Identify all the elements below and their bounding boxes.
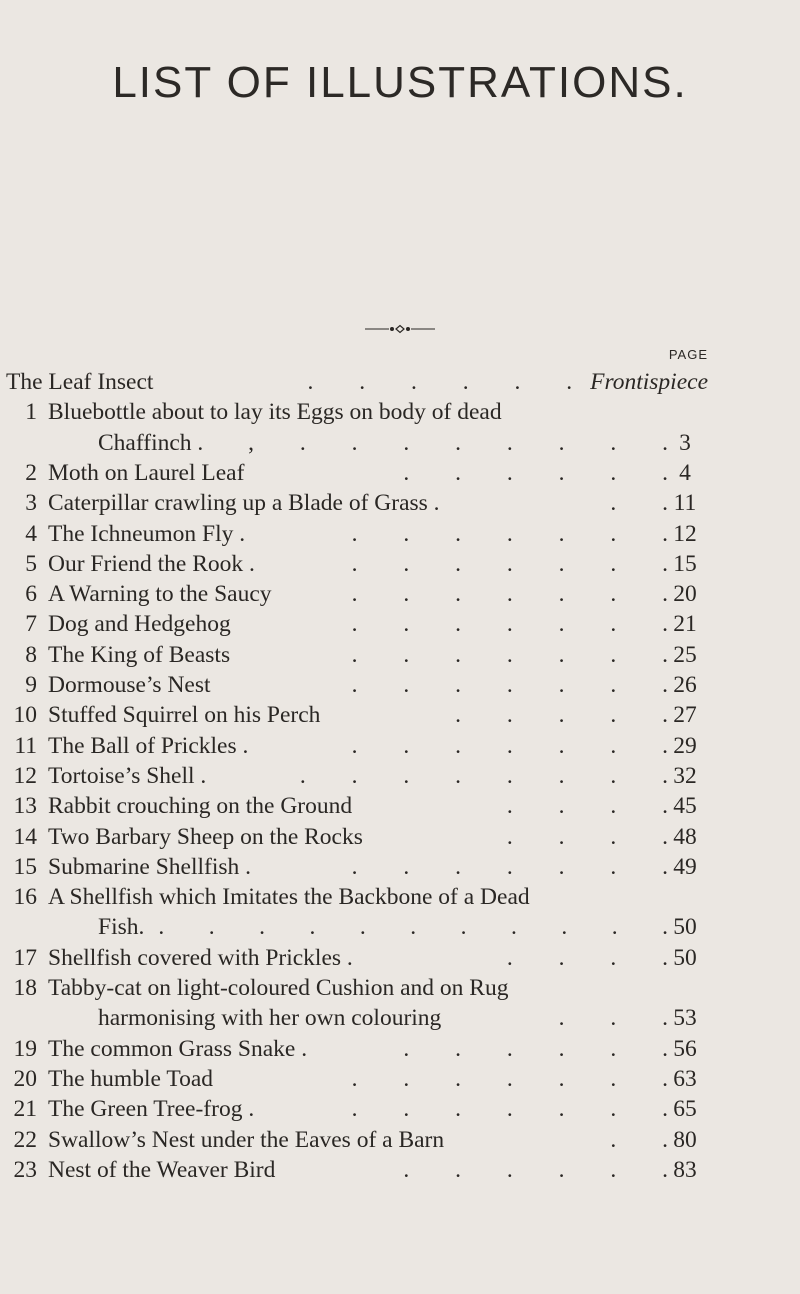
page-title: LIST OF ILLUSTRATIONS.: [112, 58, 688, 107]
item-number: 22: [13, 1126, 37, 1153]
item-number: 18: [13, 975, 37, 1001]
dot-leader: . .: [610, 490, 668, 517]
dot-leader: . . . . . . .: [351, 520, 668, 547]
item-title: Shellfish covered with Prickles .: [48, 944, 353, 971]
dot-leader: . . . . . . .: [351, 1065, 668, 1092]
item-number: 1: [25, 399, 37, 426]
item-title: Two Barbary Sheep on the Rocks: [48, 823, 363, 850]
page-number: 63: [673, 1065, 697, 1092]
page-number: 21: [673, 611, 697, 638]
dot-leader: . . . .: [506, 793, 668, 820]
item-title: Swallow’s Nest under the Eaves of a Barn: [48, 1126, 445, 1153]
item-title-continuation: Fish.: [98, 914, 145, 941]
dot-leader: . . . .: [506, 944, 668, 971]
item-title: Our Friend the Rook .: [48, 550, 255, 577]
dot-leader: . . . . . . .: [351, 641, 668, 668]
dot-leader: . . . . . . . .: [299, 762, 668, 789]
item-title: Dormouse’s Nest: [48, 672, 211, 698]
item-title: Tortoise’s Shell .: [48, 762, 207, 789]
item-number: 10: [13, 702, 37, 729]
page-number: 49: [673, 853, 697, 880]
page-number: 29: [673, 732, 697, 759]
item-title: The King of Beasts: [48, 641, 231, 668]
item-title: Stuffed Squirrel on his Perch: [48, 702, 321, 729]
dot-leader: . . . . . . .: [351, 732, 668, 759]
item-number: 15: [13, 853, 37, 880]
item-title: Bluebottle about to lay its Eggs on body of dead: [48, 399, 502, 426]
page-number: Frontispiece: [590, 369, 708, 395]
item-number: 8: [25, 641, 37, 668]
dot-leader: . . . . . . .: [351, 611, 668, 638]
item-number: 21: [13, 1096, 37, 1123]
page-number: 48: [673, 823, 697, 850]
item-title: Moth on Laurel Leaf: [48, 459, 245, 486]
item-number: 7: [25, 611, 37, 638]
dot-leader: . .: [610, 1126, 668, 1153]
dot-leader: . . . . . . .: [351, 1096, 668, 1123]
dot-leader: . . . . . .: [307, 369, 573, 395]
page-number: 15: [673, 550, 697, 577]
page-number: 3: [679, 429, 691, 456]
item-title: The Ichneumon Fly .: [48, 520, 246, 547]
item-number: 23: [13, 1156, 37, 1183]
page-column-heading: PAGE: [668, 347, 708, 362]
ornament-rule: [365, 324, 435, 334]
item-title: The Green Tree-frog .: [48, 1096, 255, 1123]
page-number: 50: [673, 914, 697, 941]
page-number: 20: [673, 581, 697, 608]
dot-leader: . . . .: [506, 823, 668, 850]
item-number: 2: [25, 459, 37, 486]
dot-leader: . . . . . . . . . . .: [158, 914, 668, 941]
item-number: 14: [13, 823, 37, 850]
page-number: 80: [673, 1126, 697, 1153]
dot-leader: . . . . . . .: [351, 550, 668, 577]
page-number: 4: [679, 459, 691, 486]
item-title: Tabby-cat on light-coloured Cushion and on Rug: [48, 975, 509, 1001]
page-number: 12: [673, 520, 697, 547]
dot-leader: . . . . . . .: [351, 853, 668, 880]
dot-leader: . . . . . . .: [351, 672, 668, 698]
dot-leader: . . .: [558, 1005, 668, 1032]
item-number: 12: [13, 762, 37, 789]
item-number: 4: [25, 520, 37, 547]
item-number: 5: [25, 550, 37, 577]
item-number: 17: [13, 944, 37, 971]
item-number: 11: [14, 732, 37, 759]
item-number: 20: [13, 1065, 37, 1092]
item-title-continuation: harmonising with her own colouring: [98, 1005, 442, 1032]
dot-leader: . . . . . . .: [351, 581, 668, 608]
item-title: The Ball of Prickles .: [48, 732, 249, 759]
item-number: 6: [25, 581, 37, 608]
dot-leader: . . . . .: [455, 702, 668, 729]
item-title: The humble Toad: [48, 1065, 213, 1092]
item-title: Nest of the Weaver Bird: [48, 1156, 276, 1183]
item-title: The Leaf Insect: [6, 369, 154, 395]
page-number: 27: [673, 702, 697, 729]
page-number: 50: [673, 944, 697, 971]
item-title: A Warning to the Saucy: [48, 581, 272, 608]
item-number: 19: [13, 1035, 37, 1062]
item-number: 16: [13, 884, 37, 911]
item-title: Rabbit crouching on the Ground: [48, 793, 353, 820]
item-title: Dog and Hedgehog: [48, 611, 231, 638]
item-title: The common Grass Snake .: [48, 1035, 308, 1062]
item-title: Submarine Shellfish .: [48, 853, 251, 880]
dot-leader: . . . . . .: [403, 459, 668, 486]
page-number: 56: [673, 1035, 697, 1062]
page-number: 26: [673, 672, 697, 698]
item-title: Caterpillar crawling up a Blade of Grass .: [48, 490, 440, 517]
item-title: A Shellfish which Imitates the Backbone of a Dead: [48, 884, 530, 911]
item-number: 13: [13, 793, 37, 820]
page-number: 25: [673, 641, 697, 668]
dot-leader: , . . . . . . . .: [248, 429, 668, 456]
dot-leader: . . . . . .: [403, 1156, 668, 1183]
item-title-continuation: Chaffinch .: [98, 429, 204, 456]
page-number: 65: [673, 1096, 697, 1123]
dot-leader: . . . . . .: [403, 1035, 668, 1062]
page-number: 53: [673, 1005, 697, 1032]
page-number: 83: [673, 1156, 697, 1183]
page-number: 11: [673, 490, 697, 517]
page-number: 45: [673, 793, 697, 820]
item-number: 3: [25, 490, 37, 517]
item-number: 9: [25, 672, 37, 698]
page-number: 32: [673, 762, 697, 789]
